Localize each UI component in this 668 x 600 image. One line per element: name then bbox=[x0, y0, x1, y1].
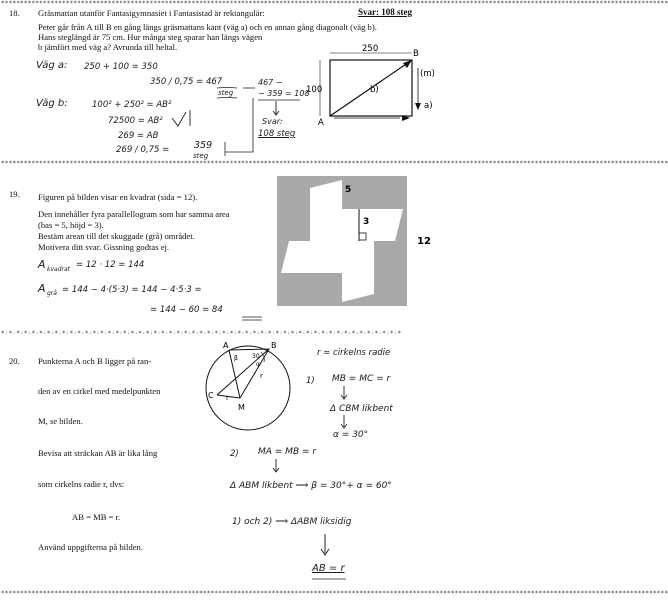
q18-fig-B-label: B bbox=[413, 49, 419, 59]
separator-bottom: ******************************************************************************************************************************************************************************* bbox=[1, 590, 668, 597]
q20-hw-l7: 1) och 2) ⟹ ΔABM liksidig bbox=[232, 517, 352, 527]
q20-fig-C: C bbox=[208, 391, 214, 400]
q18-hw-side1: 467 − bbox=[258, 78, 283, 87]
q19-hw-l1-sub: kvadrat bbox=[47, 266, 71, 273]
q19-hw-l2-label: A bbox=[38, 282, 46, 295]
q18-hw-l2b: steg bbox=[218, 89, 234, 97]
q18-hw-svar2: 108 steg bbox=[258, 129, 296, 139]
q19-hw-answer-underline bbox=[240, 315, 270, 323]
q20-hw-l2b: MB = MC = r bbox=[332, 374, 391, 384]
q19-parallelogram-bottom bbox=[342, 233, 374, 302]
q20-hw-answer-underline bbox=[310, 576, 350, 582]
q18-hw-l1: 250 + 100 = 350 bbox=[84, 62, 158, 72]
q18-fig-A-label: A bbox=[318, 118, 324, 128]
q19-hw-l2-sub: grå bbox=[47, 290, 57, 297]
q20-fig-B: B bbox=[271, 341, 277, 350]
q20-fig-r: r bbox=[226, 394, 229, 402]
q19-hw-l1-label: A bbox=[38, 258, 46, 271]
separator-top: ******************************************************************************************************************************************************************************* bbox=[1, 0, 668, 7]
q18-text1: Peter går från A till B en gång längs gräsmattans kant (väg a) och en annan gång diagonalt (väg b). bbox=[38, 22, 377, 32]
q19-fig-twelve: 12 bbox=[417, 236, 431, 247]
q20-hw-arrow-4 bbox=[318, 533, 332, 559]
q20-fig-beta: β bbox=[234, 355, 238, 362]
q18-fig-left-label: 100 bbox=[306, 85, 323, 95]
q19-parallelogram-top bbox=[310, 180, 342, 249]
q20-fig-alpha: α bbox=[256, 361, 260, 368]
q19-hw-l1: = 12 · 12 = 144 bbox=[76, 260, 145, 270]
q18-fig-top-label: 250 bbox=[362, 44, 379, 54]
q20-text5: som cirkelns radie r, dvs: bbox=[38, 479, 125, 489]
q20-fig-30: 30 bbox=[252, 353, 260, 360]
q19-fig-five: 5 bbox=[345, 185, 352, 195]
q20-text6: AB = MB = r. bbox=[72, 512, 121, 522]
q18-hw-svar: Svar: bbox=[262, 117, 283, 126]
q18-hw-side-rule bbox=[256, 98, 316, 104]
q18-fig-a-label: a) bbox=[424, 101, 433, 111]
q18-fig-unit-label: (m) bbox=[420, 69, 435, 79]
q18-rectangle-figure bbox=[300, 44, 440, 128]
q18-hw-l6b: 359 bbox=[194, 140, 213, 151]
q19-text4: Bestäm arean till det skuggade (grå) området. bbox=[38, 231, 195, 241]
q18-intro: Gräsmattan utanför Fantasigymnasiet i Fantasistad är rektangulär: bbox=[38, 8, 265, 18]
q18-hw-l5: 269 = AB bbox=[118, 131, 159, 141]
q19-parallelogram-left bbox=[281, 241, 342, 273]
q19-hw-l3: = 144 − 60 = 84 bbox=[150, 305, 223, 315]
q20-hw-l6: Δ ABM likbent ⟹ β = 30°+ α = 60° bbox=[230, 481, 392, 491]
q20-hw-arrow-1 bbox=[338, 385, 350, 403]
q18-hw-l6c: steg bbox=[193, 152, 209, 160]
q20-circle-figure bbox=[198, 340, 298, 440]
q20-hw-l3: Δ CBM likbent bbox=[330, 404, 393, 414]
q20-text1: Punkterna A och B ligger på ran- bbox=[38, 356, 152, 366]
q20-hw-l5b: MA = MB = r bbox=[258, 447, 317, 457]
q18-hw-l6: 269 / 0,75 = bbox=[116, 145, 170, 155]
separator-q18: ******************************************************************************************************************************************************************************* bbox=[1, 160, 668, 167]
q20-fig-A: A bbox=[223, 341, 229, 350]
q18-hw-l2: 350 / 0,75 = 467 bbox=[150, 77, 223, 87]
q18-answer: Svar: 108 steg bbox=[358, 7, 412, 17]
q18-text2: Hans steglängd är 75 cm. Hur många steg sparar han längs vägen bbox=[38, 32, 263, 42]
q18-fig-b-label: b) bbox=[370, 85, 379, 95]
q18-number: 18. bbox=[9, 8, 20, 18]
separator-q19: *·*·*·*·*·*·*·*·*·*·*·*·*·*·*·*·*·*·*·*·*·*·*·*·*·*·*·*·*·*·*·*·*·*·*·*·*·*·*·*·*·*·*·*·*·*·*·*·*·*·*·*·* bbox=[1, 330, 402, 337]
q18-text3: b jämfört med väg a? Avrunda till heltal. bbox=[38, 42, 178, 52]
q20-text2: den av en cirkel med medelpunkten bbox=[38, 386, 161, 396]
q20-text7: Använd uppgifterna på bilden. bbox=[38, 542, 144, 552]
q18-hw-arrow-sqrt bbox=[168, 108, 218, 130]
q20-hw-arrow-3 bbox=[270, 458, 282, 476]
q20-fig-M: M bbox=[238, 403, 245, 412]
q20-text3: M, se bilden. bbox=[38, 416, 83, 426]
q18-hw-l3-label: Väg b: bbox=[36, 98, 68, 109]
q18-hw-l4: 72500 = AB² bbox=[108, 116, 163, 126]
q19-text5: Motivera ditt svar. Gissning godtas ej. bbox=[38, 242, 170, 252]
q20-hw-l5: 2) bbox=[230, 449, 239, 459]
q19-fig-three: 3 bbox=[363, 217, 370, 227]
q19-number: 19. bbox=[9, 189, 20, 199]
q20-hw-l4: α = 30° bbox=[333, 430, 369, 440]
q18-hw-l3: 100² + 250² = AB² bbox=[92, 100, 172, 110]
q19-hw-l2: = 144 − 4·(5·3) = 144 − 4·5·3 = bbox=[62, 285, 202, 295]
q20-hw-l8: AB = r bbox=[312, 563, 345, 574]
q19-text1: Figuren på bilden visar en kvadrat (sida = 12). bbox=[38, 192, 198, 202]
q19-text2: Den innehåller fyra parallellogram som har samma area bbox=[38, 209, 230, 219]
q20-text4: Bevisa att sträckan AB är lika lång bbox=[38, 448, 158, 458]
q19-text3: (bas = 5, höjd = 3). bbox=[38, 220, 104, 230]
q18-hw-l1-label: Väg a: bbox=[36, 60, 68, 71]
q19-square-figure bbox=[277, 176, 435, 314]
q18-hw-side2: − 359 = 108 bbox=[258, 89, 310, 98]
q20-fig-r2: r bbox=[260, 372, 263, 380]
q20-hw-l1: r = cirkelns radie bbox=[317, 348, 391, 358]
q18-hw-down-arrow bbox=[270, 100, 282, 118]
q20-hw-l2: 1) bbox=[306, 376, 315, 386]
q20-number: 20. bbox=[9, 356, 20, 366]
